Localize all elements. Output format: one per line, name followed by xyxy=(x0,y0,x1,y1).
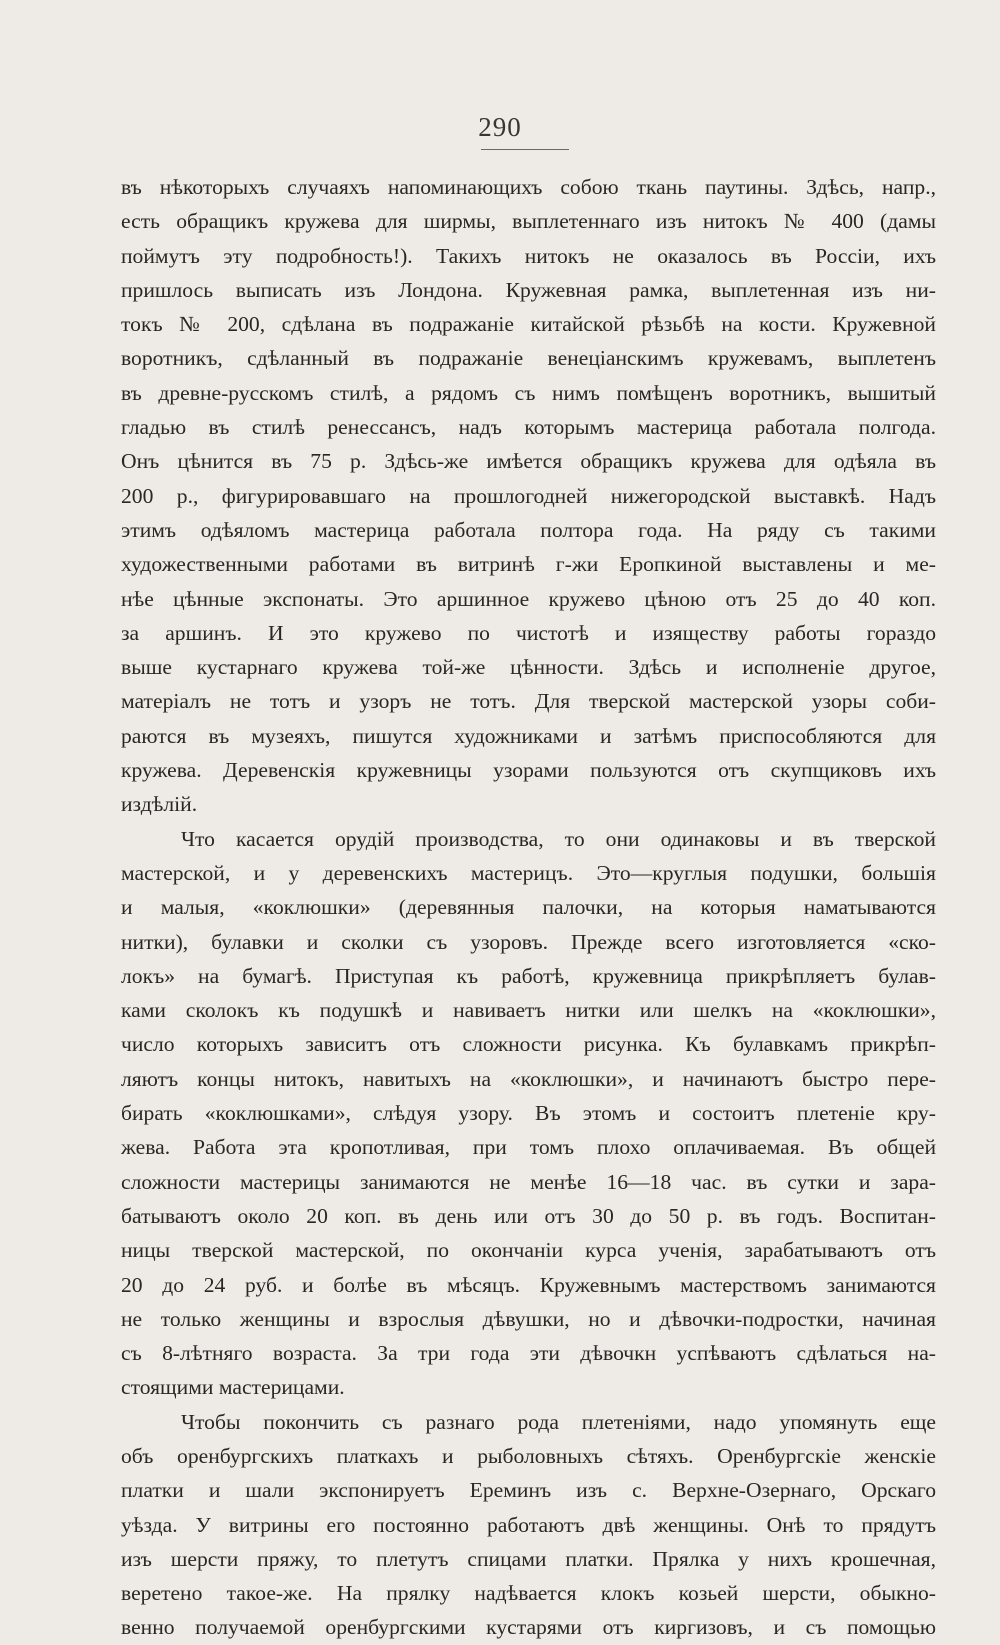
text-line: батываютъ около 20 коп. въ день или отъ 30 до 50 р. въ годъ. Воспитан- xyxy=(121,1203,936,1228)
text-line: этимъ одѣяломъ мастерица работала полтора года. На ряду съ такими xyxy=(121,517,936,542)
text-line: нѣе цѣнные экспонаты. Это аршинное кружево цѣною отъ 25 до 40 коп. xyxy=(121,586,936,611)
text-line: воротникъ, сдѣланный въ подражаніе венеціанскимъ кружевамъ, выплетенъ xyxy=(121,346,936,371)
text-line: платки и шали экспонируетъ Ереминъ изъ с. Верхне-Озернаго, Орскаго xyxy=(121,1478,936,1503)
text-line: локъ» на бумагѣ. Приступая къ работѣ, кружевница прикрѣпляетъ булав- xyxy=(121,963,936,988)
text-line: Чтобы покончить съ разнаго рода плетеніями, надо упомянуть еще xyxy=(181,1409,936,1434)
text-line: ками сколокъ къ подушкѣ и навиваетъ нитки или шелкъ на «коклюшки», xyxy=(121,998,936,1023)
text-line: съ 8-лѣтняго возраста. За три года эти дѣвочкн успѣваютъ сдѣлаться на- xyxy=(121,1341,936,1366)
text-line: ницы тверской мастерской, по окончаніи курса ученія, зарабатываютъ отъ xyxy=(121,1238,936,1263)
paragraph xyxy=(121,170,936,822)
body-text xyxy=(121,170,936,1645)
text-line: нитки), булавки и сколки съ узоровъ. Прежде всего изготовляется «ско- xyxy=(121,929,936,954)
text-line: бирать «коклюшками», слѣдуя узору. Въ этомъ и состоитъ плетеніе кру- xyxy=(121,1101,936,1126)
text-line: не только женщины и взрослыя дѣвушки, но и дѣвочки-подростки, начиная xyxy=(121,1306,936,1331)
paragraph xyxy=(121,1405,936,1645)
text-line: сложности мастерицы занимаются не менѣе 16—18 час. въ сутки и зара- xyxy=(121,1169,936,1194)
text-line: число которыхъ зависитъ отъ сложности рисунка. Къ булавкамъ прикрѣп- xyxy=(121,1032,936,1057)
text-line: и малыя, «коклюшки» (деревянныя палочки, на которыя наматываются xyxy=(121,895,936,920)
text-line: матеріалъ не тотъ и узоръ не тотъ. Для тверской мастерской узоры соби- xyxy=(121,689,936,714)
text-line: ляютъ концы нитокъ, навитыхъ на «коклюшки», и начинаютъ быстро пере- xyxy=(121,1066,936,1091)
paragraph xyxy=(121,822,936,1405)
text-line: въ нѣкоторыхъ случаяхъ напоминающихъ собою ткань паутины. Здѣсь, напр., xyxy=(121,175,936,199)
text-line: кружева. Деревенскія кружевницы узорами пользуются отъ скупщиковъ ихъ xyxy=(121,758,936,783)
text-line: пришлось выписать изъ Лондона. Кружевная рамка, выплетенная изъ ни- xyxy=(121,277,936,302)
text-line: выше кустарнаго кружева той-же цѣнности. Здѣсь и исполненіе другое, xyxy=(121,655,936,680)
text-line: уѣзда. У витрины его постоянно работаютъ двѣ женщины. Онѣ то прядутъ xyxy=(121,1512,936,1537)
text-line: венно получаемой оренбургскими кустарями отъ киргизовъ, и съ помощью xyxy=(121,1615,936,1640)
text-line: гладью въ стилѣ ренессансъ, надъ которымъ мастерица работала полгода. xyxy=(121,415,936,440)
text-line: поймутъ эту подробность!). Такихъ нитокъ не оказалось въ Россіи, ихъ xyxy=(121,243,936,268)
text-line: Онъ цѣнится въ 75 р. Здѣсь-же имѣется обращикъ кружева для одѣяла въ xyxy=(121,449,936,474)
text-line: токъ № 200, сдѣлана въ подражаніе китайской рѣзьбѣ на кости. Кружевной xyxy=(121,312,936,337)
text-line: художественными работами въ витринѣ г-жи Еропкиной выставлены и ме- xyxy=(121,552,936,577)
text-line: раются въ музеяхъ, пишутся художниками и затѣмъ приспособляются для xyxy=(121,723,936,748)
text-line: за аршинъ. И это кружево по чистотѣ и изяществу работы гораздо xyxy=(121,620,936,645)
text-line: веретено такое-же. На прялку надѣвается клокъ козьей шерсти, обыкно- xyxy=(121,1581,936,1606)
header-rule xyxy=(481,149,569,150)
page-number: 290 xyxy=(478,112,522,142)
text-line: объ оренбургскихъ платкахъ и рыболовныхъ сѣтяхъ. Оренбургскіе женскіе xyxy=(121,1443,936,1468)
text-line: мастерской, и у деревенскихъ мастерицъ. Это—круглыя подушки, большія xyxy=(121,860,936,885)
text-line: стоящими мастерицами. xyxy=(121,1375,345,1400)
text-line: Что касается орудій производства, то они одинаковы и въ тверской xyxy=(181,826,936,851)
text-line: есть обращикъ кружева для ширмы, выплетеннаго изъ нитокъ № 400 (дамы xyxy=(121,209,936,234)
text-line: 20 до 24 руб. и болѣе въ мѣсяцъ. Кружевнымъ мастерствомъ занимаются xyxy=(121,1272,936,1297)
text-line: издѣлій. xyxy=(121,792,198,817)
text-line: изъ шерсти пряжу, то плетутъ спицами платки. Прялка у нихъ крошечная, xyxy=(121,1546,936,1571)
text-line: въ древне-русскомъ стилѣ, а рядомъ съ нимъ помѣщенъ воротникъ, вышитый xyxy=(121,380,936,405)
text-line: 200 р., фигурировавшаго на прошлогодней нижегородской выставкѣ. Надъ xyxy=(121,483,936,508)
text-line: жева. Работа эта кропотливая, при томъ плохо оплачиваемая. Въ общей xyxy=(121,1135,936,1160)
